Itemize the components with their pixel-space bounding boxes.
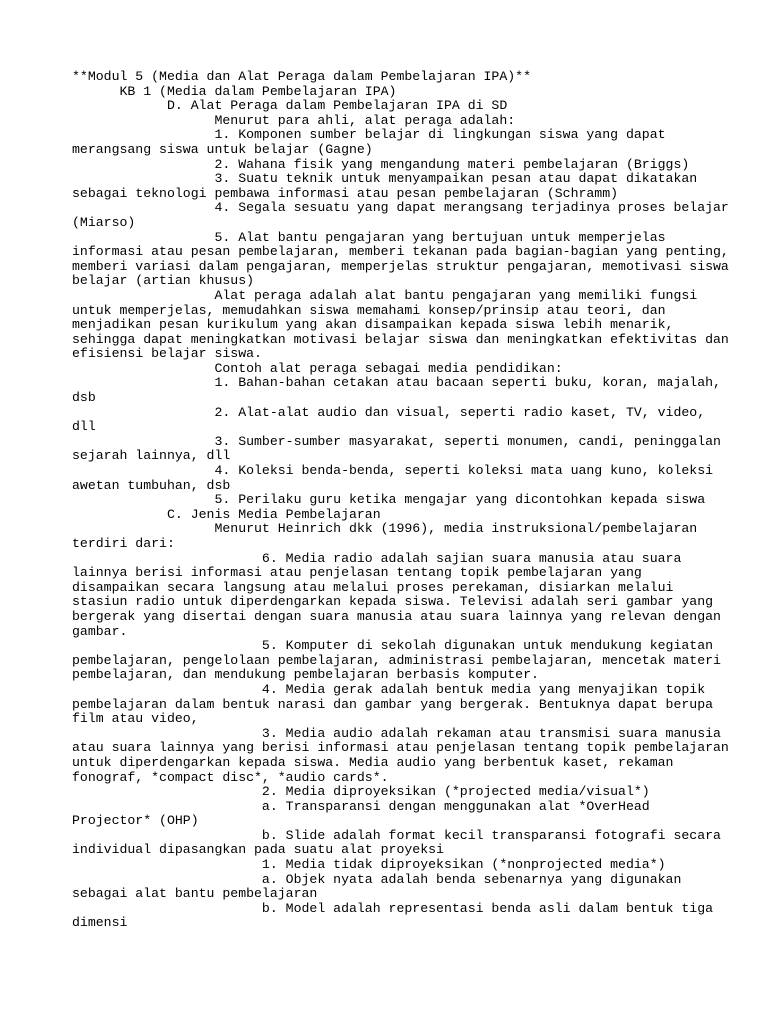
text-line: 5. Perilaku guru ketika mengajar yang dicontohkan kepada siswa xyxy=(72,492,706,508)
text-line: (Miarso) xyxy=(72,214,136,230)
text-line: 3. Suatu teknik untuk menyampaikan pesan atau dapat dikatakan xyxy=(72,171,698,187)
text-line: dimensi xyxy=(72,915,128,931)
text-line: merangsang siswa untuk belajar (Gagne) xyxy=(72,141,373,157)
text-line: 5. Alat bantu pengajaran yang bertujuan untuk memperjelas xyxy=(72,229,666,245)
text-line: 5. Komputer di sekolah digunakan untuk mendukung kegiatan xyxy=(72,638,714,654)
text-line: dll xyxy=(72,419,96,435)
document-page xyxy=(72,69,729,931)
text-line: sehingga dapat meningkatkan motivasi belajar siswa dan meningkatkan efektivitas dan xyxy=(72,331,729,347)
text-line: 3. Media audio adalah rekaman atau transmisi suara manusia xyxy=(72,725,721,741)
text-line: sebagai teknologi pembawa informasi atau pesan pembelajaran (Schramm) xyxy=(72,185,619,201)
text-line: individual dipasangkan pada suatu alat proyeksi xyxy=(72,842,444,858)
text-line: a. Transparansi dengan menggunakan alat *OverHead xyxy=(72,798,650,814)
text-line: 4. Segala sesuatu yang dapat merangsang terjadinya proses belajar xyxy=(72,200,729,216)
text-line: 6. Media radio adalah sajian suara manusia atau suara xyxy=(72,550,682,566)
text-line: C. Jenis Media Pembelajaran xyxy=(72,506,381,522)
text-line: awetan tumbuhan, dsb xyxy=(72,477,231,493)
text-line: sebagai alat bantu pembelajaran xyxy=(72,886,318,902)
text-line: efisiensi belajar siswa. xyxy=(72,346,262,362)
text-line: Menurut para ahli, alat peraga adalah: xyxy=(72,112,516,128)
text-line: memberi variasi dalam pengajaran, memperjelas struktur pengajaran, memotivasi siswa xyxy=(72,258,729,274)
text-line: 2. Media diproyeksikan (*projected media/visual*) xyxy=(72,784,650,800)
text-line: informasi atau pesan pembelajaran, memberi tekanan pada bagian-bagian yang penting, xyxy=(72,244,729,260)
text-line: gambar. xyxy=(72,623,128,639)
text-line: 4. Media gerak adalah bentuk media yang menyajikan topik xyxy=(72,681,706,697)
text-line: lainnya berisi informasi atau penjelasan tentang topik pembelajaran yang xyxy=(72,565,642,581)
text-line: KB 1 (Media dalam Pembelajaran IPA) xyxy=(72,83,397,99)
text-line: b. Slide adalah format kecil transparansi fotografi secara xyxy=(72,827,721,843)
text-line: pembelajaran, pengelolaan pembelajaran, administrasi pembelajaran, mencetak materi xyxy=(72,652,721,668)
text-line: **Modul 5 (Media dan Alat Peraga dalam Pembelajaran IPA)** xyxy=(72,69,531,84)
text-line: terdiri dari: xyxy=(72,536,175,551)
text-line: untuk memperjelas, memudahkan siswa memahami konsep/prinsip atau teori, dan xyxy=(72,302,666,318)
text-line: untuk diperdengarkan kepada siswa. Media audio yang berbentuk kaset, rekaman xyxy=(72,754,674,770)
text-line: Projector* (OHP) xyxy=(72,813,199,829)
text-line: 1. Bahan-bahan cetakan atau bacaan seperti buku, koran, majalah, xyxy=(72,375,721,391)
text-line: 2. Wahana fisik yang mengandung materi pembelajaran (Briggs) xyxy=(72,156,690,172)
text-line: disampaikan secara langsung atau melalui proses perekaman, disiarkan melalui xyxy=(72,579,674,595)
text-line: 1. Media tidak diproyeksikan (*nonprojected media*) xyxy=(72,857,666,873)
text-line: film atau video, xyxy=(72,711,199,727)
text-line: 3. Sumber-sumber masyarakat, seperti monumen, candi, peninggalan xyxy=(72,433,721,449)
text-line: 4. Koleksi benda-benda, seperti koleksi mata uang kuno, koleksi xyxy=(72,463,714,479)
text-line: atau suara lainnya yang berisi informasi atau penjelasan tentang topik pembelajaran xyxy=(72,740,729,756)
text-line: menjadikan pesan kurikulum yang akan disampaikan kepada siswa lebih menarik, xyxy=(72,317,674,333)
text-line: Alat peraga adalah alat bantu pengajaran yang memiliki fungsi xyxy=(72,287,698,303)
text-line: belajar (artian khusus) xyxy=(72,273,255,289)
text-line: Menurut Heinrich dkk (1996), media instruksional/pembelajaran xyxy=(72,521,698,537)
text-line: sejarah lainnya, dll xyxy=(72,448,231,464)
text-line: D. Alat Peraga dalam Pembelajaran IPA di SD xyxy=(72,98,508,114)
text-line: b. Model adalah representasi benda asli dalam bentuk tiga xyxy=(72,900,714,916)
text-line: a. Objek nyata adalah benda sebenarnya yang digunakan xyxy=(72,871,682,887)
text-line: fonograf, *compact disc*, *audio cards*. xyxy=(72,769,389,785)
text-line: pembelajaran dalam bentuk narasi dan gambar yang bergerak. Bentuknya dapat berupa xyxy=(72,696,714,712)
text-line: Contoh alat peraga sebagai media pendidikan: xyxy=(72,360,563,376)
text-line: 1. Komponen sumber belajar di lingkungan siswa yang dapat xyxy=(72,127,666,143)
text-line: dsb xyxy=(72,390,96,406)
text-line: bergerak yang disertai dengan suara manusia atau suara lainnya yang relevan dengan xyxy=(72,608,721,624)
text-line: stasiun radio untuk diperdengarkan kepada siswa. Televisi adalah seri gambar yang xyxy=(72,594,714,610)
text-line: pembelajaran, dan mendukung pembelajaran berbasis komputer. xyxy=(72,667,539,683)
text-line: 2. Alat-alat audio dan visual, seperti radio kaset, TV, video, xyxy=(72,404,706,420)
